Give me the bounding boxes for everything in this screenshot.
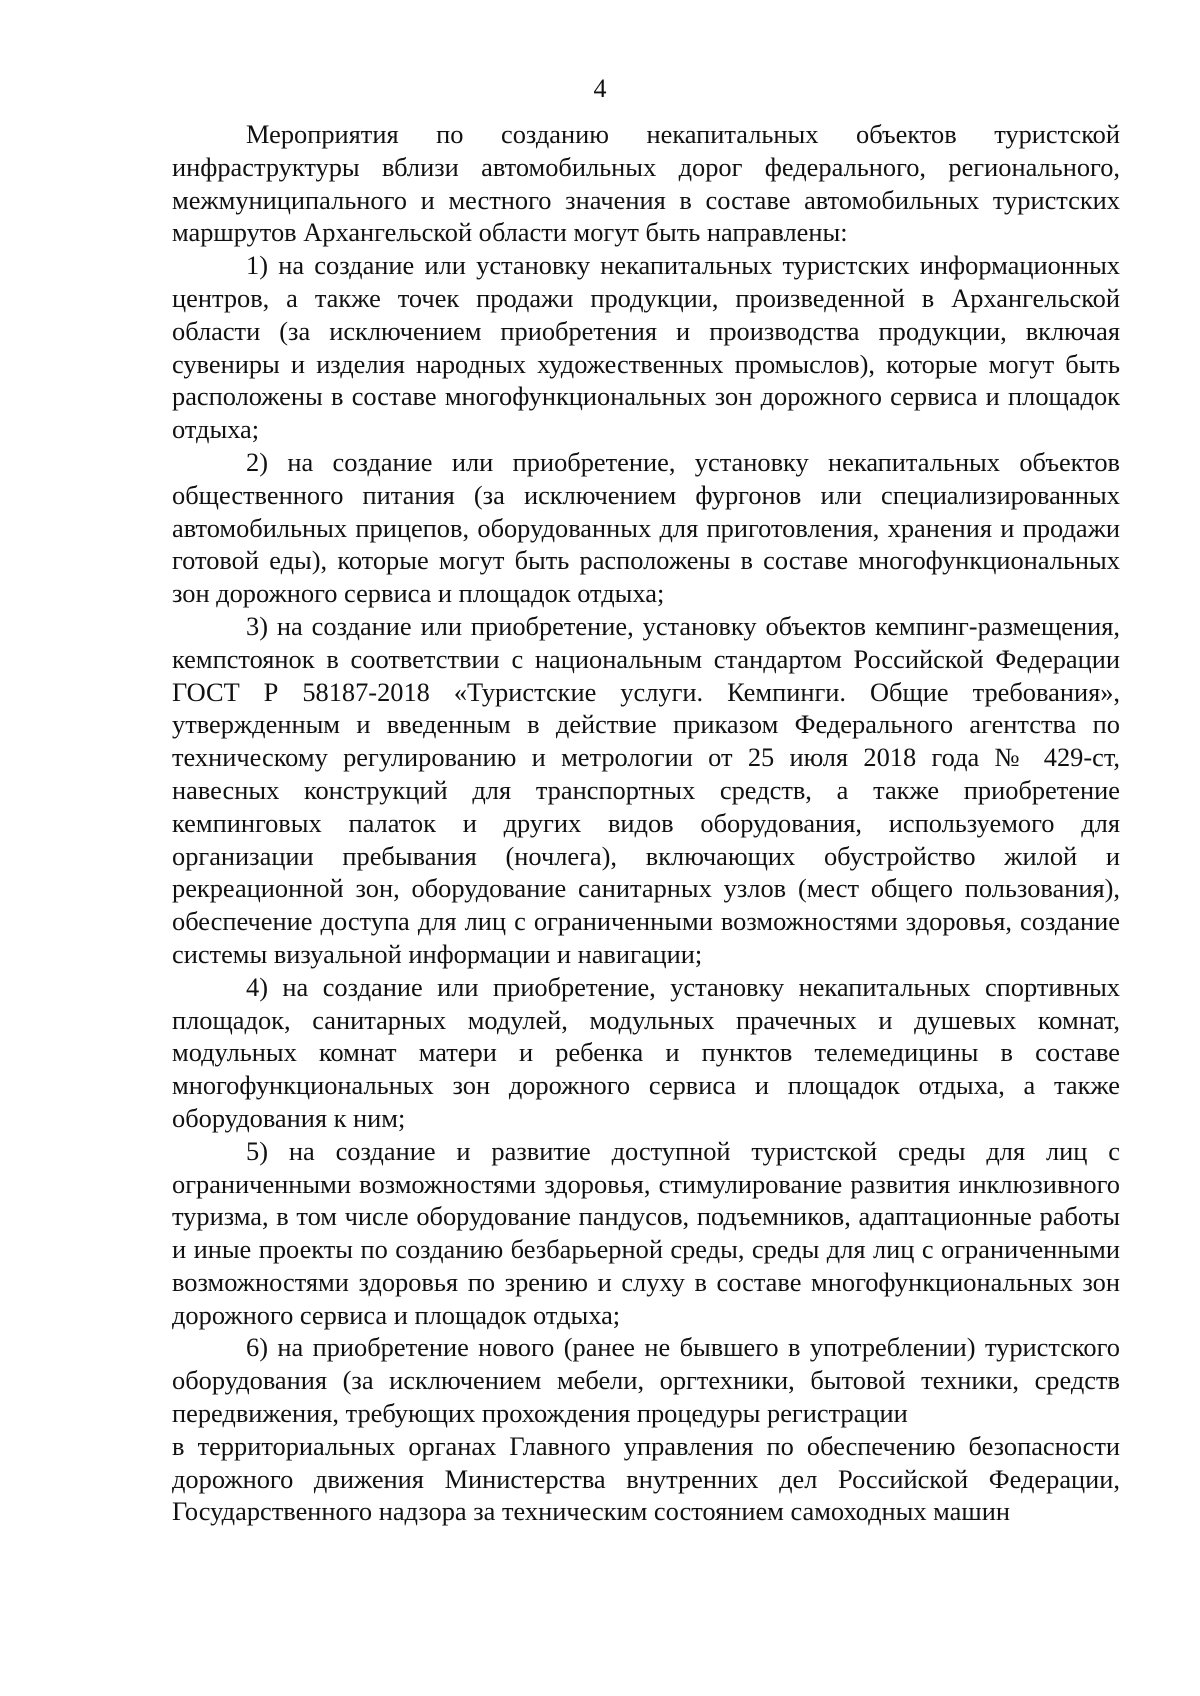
paragraph-item-5: 5) на создание и развитие доступной туристской среды для лиц с ограниченными возможностями здоровья, стимулирование развития инклюзивного туризма, в том числе оборудование пандусов, подъемников, адаптационные работы и иные проекты по созданию безбарьерной среды, среды для лиц с ограниченными возможностями здоровья по зрению и слуху в составе многофункциональных зон дорожного сервиса и площадок отдыха; bbox=[172, 1135, 1120, 1330]
document-body bbox=[172, 118, 1120, 1528]
paragraph-item-6: 6) на приобретение нового (ранее не бывшего в употреблении) туристского оборудования (за исключением мебели, оргтехники, бытовой техники, средств передвижения, требующих прохождения процедуры регистрации bbox=[172, 1332, 1120, 1429]
paragraph-item-1: 1) на создание или установку некапитальных туристских информационных центров, а также точек продажи продукции, произведенной в Архангельской области (за исключением приобретения и производства продукции, включая сувениры и изделия народных художественных промыслов), которые могут быть расположены в составе многофункциональных зон дорожного сервиса и площадок отдыха; bbox=[172, 250, 1120, 445]
paragraph-item-2: 2) на создание или приобретение, установку некапитальных объектов общественного питания (за исключением фургонов или специализированных автомобильных прицепов, оборудованных для приготовления, хранения и продажи готовой еды), которые могут быть расположены в составе многофункциональных зон дорожного сервиса и площадок отдыха; bbox=[172, 446, 1120, 609]
paragraph-item-6-continuation: в территориальных органах Главного управления по обеспечению безопасности дорожного движения Министерства внутренних дел Российской Федерации, Государственного надзора за техническим состоянием самоходных машин bbox=[172, 1430, 1120, 1527]
paragraph-intro: Мероприятия по созданию некапитальных объектов туристской инфраструктуры вблизи автомобильных дорог федерального, регионального, межмуниципального и местного значения в составе автомобильных туристских маршрутов Архангельской области могут быть направлены: bbox=[172, 119, 1120, 248]
paragraph-item-3: 3) на создание или приобретение, установку объектов кемпинг-размещения, кемпстоянок в соответствии с национальным стандартом Российской Федерации ГОСТ Р 58187-2018 «Туристские услуги. Кемпинги. Общие требования», утвержденным и введенным в действие приказом Федерального агентства по техническому регулированию и метрологии от 25 июля 2018 года № 429-ст, навесных конструкций для транспортных средств, а также приобретение кемпинговых палаток и других видов оборудования, используемого для организации пребывания (ночлега), включающих обустройство жилой и рекреационной зон, оборудование санитарных узлов (мест общего пользования), обеспечение доступа для лиц с ограниченными возможностями здоровья, создание системы визуальной информации и навигации; bbox=[172, 610, 1120, 969]
paragraph-item-4: 4) на создание или приобретение, установку некапитальных спортивных площадок, санитарных модулей, модульных прачечных и душевых комнат, модульных комнат матери и ребенка и пунктов телемедицины в составе многофункциональных зон дорожного сервиса и площадок отдыха, а также оборудования к ним; bbox=[172, 971, 1120, 1133]
page-number: 4 bbox=[593, 74, 607, 103]
